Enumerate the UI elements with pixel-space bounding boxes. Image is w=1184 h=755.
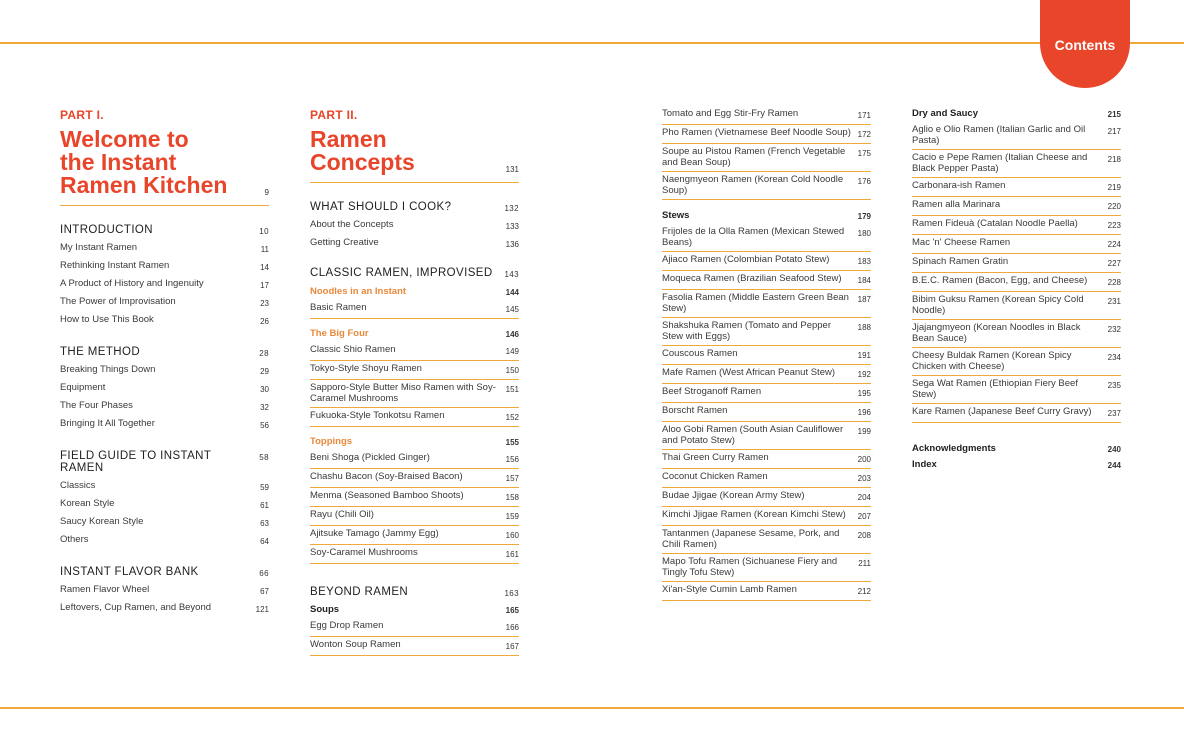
page-number: 188 bbox=[857, 323, 871, 332]
toc-section bbox=[60, 450, 269, 550]
subsection-heading[interactable] bbox=[912, 106, 1121, 122]
page-number: 17 bbox=[260, 281, 269, 290]
page-number: 215 bbox=[1107, 110, 1121, 119]
toc-entry[interactable] bbox=[662, 346, 871, 365]
page-number: 212 bbox=[857, 587, 871, 596]
page-number: 199 bbox=[857, 427, 871, 436]
entry-title: Tantanmen (Japanese Sesame, Pork, and Chili Ramen) bbox=[662, 528, 840, 550]
entry-title: Ramen alla Marinara bbox=[912, 199, 1001, 210]
toc-entry[interactable] bbox=[662, 582, 871, 601]
toc-entry[interactable] bbox=[310, 637, 519, 656]
toc-entry[interactable] bbox=[310, 408, 519, 427]
toc-entry[interactable] bbox=[60, 276, 269, 294]
toc-entry[interactable] bbox=[310, 507, 519, 526]
page-number: 223 bbox=[1107, 221, 1121, 230]
section-title: INSTANT FLAVOR BANK bbox=[60, 566, 199, 578]
toc-entry[interactable] bbox=[662, 507, 871, 526]
entry-title: Others bbox=[60, 534, 89, 545]
page-number: 165 bbox=[505, 606, 519, 615]
part-heading-row bbox=[310, 122, 519, 183]
page-number: 30 bbox=[260, 385, 269, 394]
top-rule bbox=[0, 42, 1184, 44]
page-number: 219 bbox=[1107, 183, 1121, 192]
page-number: 144 bbox=[505, 288, 519, 297]
toc-entry[interactable] bbox=[912, 122, 1121, 150]
page-number: 9 bbox=[264, 188, 269, 197]
entry-title: Chashu Bacon (Soy-Braised Bacon) bbox=[310, 471, 463, 482]
entry-title: How to Use This Book bbox=[60, 314, 154, 325]
toc-entry[interactable] bbox=[60, 514, 269, 532]
subsection-heading[interactable] bbox=[662, 208, 871, 224]
entry-title: Budae Jjigae (Korean Army Stew) bbox=[662, 490, 805, 501]
page-number: 175 bbox=[857, 149, 871, 158]
toc-entry[interactable] bbox=[60, 496, 269, 514]
entry-title: Ramen Flavor Wheel bbox=[60, 584, 150, 595]
page-number: 160 bbox=[505, 531, 519, 540]
entry-title: Aglio e Olio Ramen (Italian Garlic and Oil Pasta) bbox=[912, 124, 1086, 146]
page-number: 131 bbox=[505, 165, 519, 174]
toc-entry[interactable] bbox=[912, 197, 1121, 216]
entry-title: The Four Phases bbox=[60, 400, 133, 411]
column-part-two bbox=[310, 104, 519, 656]
entry-title: Mafe Ramen (West African Peanut Stew) bbox=[662, 367, 836, 378]
entry-title: Naengmyeon Ramen (Korean Cold Noodle Soup) bbox=[662, 174, 844, 196]
page-number: 155 bbox=[505, 438, 519, 447]
entry-title: Shakshuka Ramen (Tomato and Pepper Stew with Eggs) bbox=[662, 320, 831, 342]
toc-entry[interactable] bbox=[912, 235, 1121, 254]
toc-section bbox=[60, 566, 269, 618]
section-title: CLASSIC RAMEN, IMPROVISED bbox=[310, 267, 493, 279]
toc-entry[interactable] bbox=[912, 254, 1121, 273]
page-number: 244 bbox=[1107, 461, 1121, 470]
page-number: 59 bbox=[260, 483, 269, 492]
page-number: 10 bbox=[259, 227, 269, 236]
page-number: 235 bbox=[1107, 381, 1121, 390]
entry-title: Mapo Tofu Ramen (Sichuanese Fiery and Tingly Tofu Stew) bbox=[662, 556, 838, 578]
toc-entry[interactable] bbox=[912, 320, 1121, 348]
page-number: 184 bbox=[857, 276, 871, 285]
page-number: 191 bbox=[857, 351, 871, 360]
page-number: 61 bbox=[260, 501, 269, 510]
page-number: 227 bbox=[1107, 259, 1121, 268]
page-number: 133 bbox=[505, 222, 519, 231]
entry-title: Korean Style bbox=[60, 498, 115, 509]
page-number: 224 bbox=[1107, 240, 1121, 249]
toc-entry[interactable] bbox=[662, 172, 871, 200]
page-number: 151 bbox=[505, 385, 519, 394]
page-number: 196 bbox=[857, 408, 871, 417]
part-title-line: Welcome to bbox=[60, 126, 189, 152]
page-number: 163 bbox=[504, 589, 519, 598]
toc-entry[interactable] bbox=[662, 488, 871, 507]
entry-title: Carbonara-ish Ramen bbox=[912, 180, 1006, 191]
entry-title: Couscous Ramen bbox=[662, 348, 738, 359]
page-number: 204 bbox=[857, 493, 871, 502]
toc-section bbox=[60, 224, 269, 330]
page-number: 66 bbox=[259, 569, 269, 578]
page-number: 176 bbox=[857, 177, 871, 186]
page-number: 56 bbox=[260, 421, 269, 430]
part-label: PART II. bbox=[310, 108, 358, 122]
toc-entry[interactable] bbox=[60, 380, 269, 398]
page-number: 161 bbox=[505, 550, 519, 559]
section-heading[interactable] bbox=[60, 566, 269, 578]
toc-entry[interactable] bbox=[310, 450, 519, 469]
toc-entry[interactable] bbox=[912, 348, 1121, 376]
entry-title: Breaking Things Down bbox=[60, 364, 156, 375]
page-number: 29 bbox=[260, 367, 269, 376]
toc-entry[interactable] bbox=[60, 600, 269, 618]
toc-entry[interactable] bbox=[912, 376, 1121, 404]
entry-title: Beef Stroganoff Ramen bbox=[662, 386, 762, 397]
subsection-title: Soups bbox=[310, 604, 340, 615]
column-part-one bbox=[60, 104, 269, 618]
page-number: 231 bbox=[1107, 297, 1121, 306]
toc-entry[interactable] bbox=[60, 362, 269, 380]
entry-title: Rethinking Instant Ramen bbox=[60, 260, 170, 271]
entry-title: Wonton Soup Ramen bbox=[310, 639, 401, 650]
toc-entry[interactable] bbox=[60, 416, 269, 434]
toc-entry[interactable] bbox=[662, 365, 871, 384]
page-number: 195 bbox=[857, 389, 871, 398]
toc-entry[interactable] bbox=[310, 618, 519, 637]
page-number: 64 bbox=[260, 537, 269, 546]
part-heading-row bbox=[60, 122, 269, 206]
entry-title: Aloo Gobi Ramen (South Asian Cauliflower and Potato Stew) bbox=[662, 424, 844, 446]
entry-title: A Product of History and Ingenuity bbox=[60, 278, 204, 289]
entry-title: Spinach Ramen Gratin bbox=[912, 256, 1009, 267]
page-number: 172 bbox=[857, 130, 871, 139]
entry-title: B.E.C. Ramen (Bacon, Egg, and Cheese) bbox=[912, 275, 1088, 286]
page-number: 145 bbox=[505, 305, 519, 314]
part-title-line: Ramen Kitchen bbox=[60, 172, 228, 198]
page-number: 207 bbox=[857, 512, 871, 521]
toc-entry[interactable] bbox=[662, 318, 871, 346]
subsection-heading[interactable] bbox=[310, 602, 519, 618]
toc-entry[interactable] bbox=[662, 106, 871, 125]
toc-entry[interactable] bbox=[60, 294, 269, 312]
entry-title: Rayu (Chili Oil) bbox=[310, 509, 374, 520]
page-number: 234 bbox=[1107, 353, 1121, 362]
part-title bbox=[310, 128, 415, 174]
entry-title: Fasolia Ramen (Middle Eastern Green Bean Stew) bbox=[662, 292, 849, 314]
entry-title: Fukuoka-Style Tonkotsu Ramen bbox=[310, 410, 445, 421]
page-number: 11 bbox=[260, 245, 269, 254]
entry-title: Thai Green Curry Ramen bbox=[662, 452, 769, 463]
toc-entry[interactable] bbox=[310, 545, 519, 564]
subsection-title: Noodles in an Instant bbox=[310, 286, 407, 297]
toc-entry[interactable] bbox=[60, 398, 269, 416]
subsection-title: Dry and Saucy bbox=[912, 108, 978, 119]
entry-title: Equipment bbox=[60, 382, 106, 393]
page-number: 192 bbox=[857, 370, 871, 379]
entry-title: Cacio e Pepe Ramen (Italian Cheese and Black Pepper Pasta) bbox=[912, 152, 1088, 174]
entry-title: Moqueca Ramen (Brazilian Seafood Stew) bbox=[662, 273, 842, 284]
page-number: 237 bbox=[1107, 409, 1121, 418]
entry-title: Kimchi Jjigae Ramen (Korean Kimchi Stew) bbox=[662, 509, 846, 520]
page-number: 187 bbox=[857, 295, 871, 304]
part-title-line: the Instant bbox=[60, 149, 177, 175]
entry-title: Soy-Caramel Mushrooms bbox=[310, 547, 418, 558]
entry-title: Basic Ramen bbox=[310, 302, 367, 313]
page-number: 157 bbox=[505, 474, 519, 483]
entry-title: Borscht Ramen bbox=[662, 405, 728, 416]
page-number: 228 bbox=[1107, 278, 1121, 287]
page-number: 166 bbox=[505, 623, 519, 632]
page-number: 183 bbox=[857, 257, 871, 266]
subsection-heading[interactable] bbox=[310, 325, 519, 342]
entry-title: Pho Ramen (Vietnamese Beef Noodle Soup) bbox=[662, 127, 851, 138]
page-number: 179 bbox=[857, 212, 871, 221]
entry-title: Coconut Chicken Ramen bbox=[662, 471, 768, 482]
page-number: 150 bbox=[505, 366, 519, 375]
toc-entry[interactable] bbox=[662, 450, 871, 469]
toc-entry[interactable] bbox=[912, 441, 1121, 457]
toc-entry[interactable] bbox=[662, 422, 871, 450]
toc-entry[interactable] bbox=[310, 300, 519, 319]
section-heading[interactable] bbox=[60, 346, 269, 358]
page-number: 121 bbox=[255, 605, 269, 614]
toc-entry[interactable] bbox=[912, 178, 1121, 197]
entry-title: Acknowledgments bbox=[912, 443, 996, 454]
entry-title: Sega Wat Ramen (Ethiopian Fiery Beef Stew) bbox=[912, 378, 1078, 400]
page-number: 180 bbox=[857, 229, 871, 238]
toc-entry[interactable] bbox=[310, 361, 519, 380]
entry-title: Bibim Guksu Ramen (Korean Spicy Cold Noodle) bbox=[912, 294, 1084, 316]
entry-title: Classic Shio Ramen bbox=[310, 344, 396, 355]
entry-title: Xi'an-Style Cumin Lamb Ramen bbox=[662, 584, 797, 595]
toc-entry[interactable] bbox=[912, 216, 1121, 235]
page-number: 26 bbox=[260, 317, 269, 326]
part-title-line: Concepts bbox=[310, 149, 415, 175]
entry-title: Mac 'n' Cheese Ramen bbox=[912, 237, 1011, 248]
entry-title: Index bbox=[912, 459, 937, 470]
entry-title: Saucy Korean Style bbox=[60, 516, 144, 527]
page-number: 152 bbox=[505, 413, 519, 422]
section-heading[interactable] bbox=[310, 586, 519, 598]
toc-entry[interactable] bbox=[310, 342, 519, 361]
page-number: 28 bbox=[259, 349, 269, 358]
page-number: 218 bbox=[1107, 155, 1121, 164]
toc-entry[interactable] bbox=[662, 125, 871, 144]
page-number: 200 bbox=[857, 455, 871, 464]
entry-title: Ajiaco Ramen (Colombian Potato Stew) bbox=[662, 254, 830, 265]
toc-entry[interactable] bbox=[60, 478, 269, 496]
entry-title: The Power of Improvisation bbox=[60, 296, 176, 307]
section-title: WHAT SHOULD I COOK? bbox=[310, 201, 452, 213]
toc-entry[interactable] bbox=[912, 457, 1121, 473]
entry-title: Jjajangmyeon (Korean Noodles in Black Bean Sauce) bbox=[912, 322, 1081, 344]
toc-entry[interactable] bbox=[662, 554, 871, 582]
toc-entry[interactable] bbox=[662, 252, 871, 271]
toc-entry[interactable] bbox=[662, 290, 871, 318]
section-heading[interactable] bbox=[310, 201, 519, 213]
entry-title: Cheesy Buldak Ramen (Korean Spicy Chicken with Cheese) bbox=[912, 350, 1072, 372]
page-number: 63 bbox=[260, 519, 269, 528]
toc-section bbox=[60, 346, 269, 434]
entry-title: Bringing It All Together bbox=[60, 418, 155, 429]
page-number: 146 bbox=[505, 330, 519, 339]
entry-title: Classics bbox=[60, 480, 96, 491]
page-number: 158 bbox=[505, 493, 519, 502]
page-number: 217 bbox=[1107, 127, 1121, 136]
section-title: BEYOND RAMEN bbox=[310, 586, 409, 598]
page-number: 208 bbox=[857, 531, 871, 540]
entry-title: Tomato and Egg Stir-Fry Ramen bbox=[662, 108, 799, 119]
toc-entry[interactable] bbox=[912, 150, 1121, 178]
section-title: THE METHOD bbox=[60, 346, 141, 358]
page-number: 23 bbox=[260, 299, 269, 308]
subsection-heading[interactable] bbox=[310, 283, 519, 300]
contents-tab: Contents bbox=[1040, 0, 1130, 88]
entry-title: Soupe au Pistou Ramen (French Vegetable and Bean Soup) bbox=[662, 146, 846, 168]
toc-entry[interactable] bbox=[662, 526, 871, 554]
subsection-heading[interactable] bbox=[310, 433, 519, 450]
page-number: 167 bbox=[505, 642, 519, 651]
column-recipes-dry bbox=[912, 106, 1121, 473]
entry-title: About the Concepts bbox=[310, 219, 394, 230]
toc-entry[interactable] bbox=[912, 404, 1121, 423]
subsection-title: Stews bbox=[662, 210, 690, 221]
entry-title: Kare Ramen (Japanese Beef Curry Gravy) bbox=[912, 406, 1092, 417]
subsection-title: Toppings bbox=[310, 436, 353, 447]
entry-title: Getting Creative bbox=[310, 237, 379, 248]
page-number: 156 bbox=[505, 455, 519, 464]
page-number: 143 bbox=[504, 270, 519, 279]
entry-title: Egg Drop Ramen bbox=[310, 620, 384, 631]
page-number: 14 bbox=[260, 263, 269, 272]
toc-entry[interactable] bbox=[310, 380, 519, 408]
part-title-line: Ramen bbox=[310, 126, 387, 152]
toc-entry[interactable] bbox=[60, 582, 269, 600]
entry-title: My Instant Ramen bbox=[60, 242, 138, 253]
entry-title: Beni Shoga (Pickled Ginger) bbox=[310, 452, 430, 463]
entry-title: Menma (Seasoned Bamboo Shoots) bbox=[310, 490, 464, 501]
part-label: PART I. bbox=[60, 108, 104, 122]
section-title: FIELD GUIDE TO INSTANT RAMEN bbox=[60, 450, 212, 474]
toc-entry[interactable] bbox=[60, 240, 269, 258]
toc-entry[interactable] bbox=[310, 217, 519, 235]
page-number: 67 bbox=[260, 587, 269, 596]
entry-title: Frijoles de la Olla Ramen (Mexican Stewed Beans) bbox=[662, 226, 845, 248]
entry-title: Ramen Fideuà (Catalan Noodle Paella) bbox=[912, 218, 1078, 229]
subsection-title: The Big Four bbox=[310, 328, 369, 339]
toc-entry[interactable] bbox=[60, 258, 269, 276]
entry-title: Ajitsuke Tamago (Jammy Egg) bbox=[310, 528, 439, 539]
section-heading[interactable] bbox=[60, 450, 269, 474]
page-number: 171 bbox=[857, 111, 871, 120]
toc-entry[interactable] bbox=[662, 144, 871, 172]
part-title bbox=[60, 128, 227, 197]
entry-title: Tokyo-Style Shoyu Ramen bbox=[310, 363, 422, 374]
page-number: 159 bbox=[505, 512, 519, 521]
bottom-rule bbox=[0, 707, 1184, 709]
page-number: 132 bbox=[504, 204, 519, 213]
page-number: 32 bbox=[260, 403, 269, 412]
entry-title: Sapporo-Style Butter Miso Ramen with Soy-Caramel Mushrooms bbox=[310, 382, 496, 404]
toc-entry[interactable] bbox=[60, 312, 269, 330]
page-number: 220 bbox=[1107, 202, 1121, 211]
column-recipes-soups-stews bbox=[662, 106, 871, 601]
toc-entry[interactable] bbox=[310, 469, 519, 488]
toc-entry[interactable] bbox=[912, 292, 1121, 320]
toc-entry[interactable] bbox=[310, 526, 519, 545]
page-number: 240 bbox=[1107, 445, 1121, 454]
toc-entry[interactable] bbox=[662, 384, 871, 403]
toc-entry[interactable] bbox=[662, 403, 871, 422]
page-number: 149 bbox=[505, 347, 519, 356]
section-title: INTRODUCTION bbox=[60, 224, 153, 236]
page-number: 232 bbox=[1107, 325, 1121, 334]
toc-entry[interactable] bbox=[662, 224, 871, 252]
toc-entry[interactable] bbox=[310, 488, 519, 507]
toc-entry[interactable] bbox=[912, 273, 1121, 292]
toc-entry[interactable] bbox=[662, 469, 871, 488]
entry-title: Leftovers, Cup Ramen, and Beyond bbox=[60, 602, 212, 613]
toc-entry[interactable] bbox=[60, 532, 269, 550]
toc-entry[interactable] bbox=[310, 235, 519, 253]
page-number: 136 bbox=[505, 240, 519, 249]
page-number: 211 bbox=[858, 559, 871, 568]
section-heading[interactable] bbox=[60, 224, 269, 236]
page-number: 203 bbox=[857, 474, 871, 483]
toc-entry[interactable] bbox=[662, 271, 871, 290]
page-number: 58 bbox=[259, 453, 269, 462]
section-heading[interactable] bbox=[310, 267, 519, 279]
